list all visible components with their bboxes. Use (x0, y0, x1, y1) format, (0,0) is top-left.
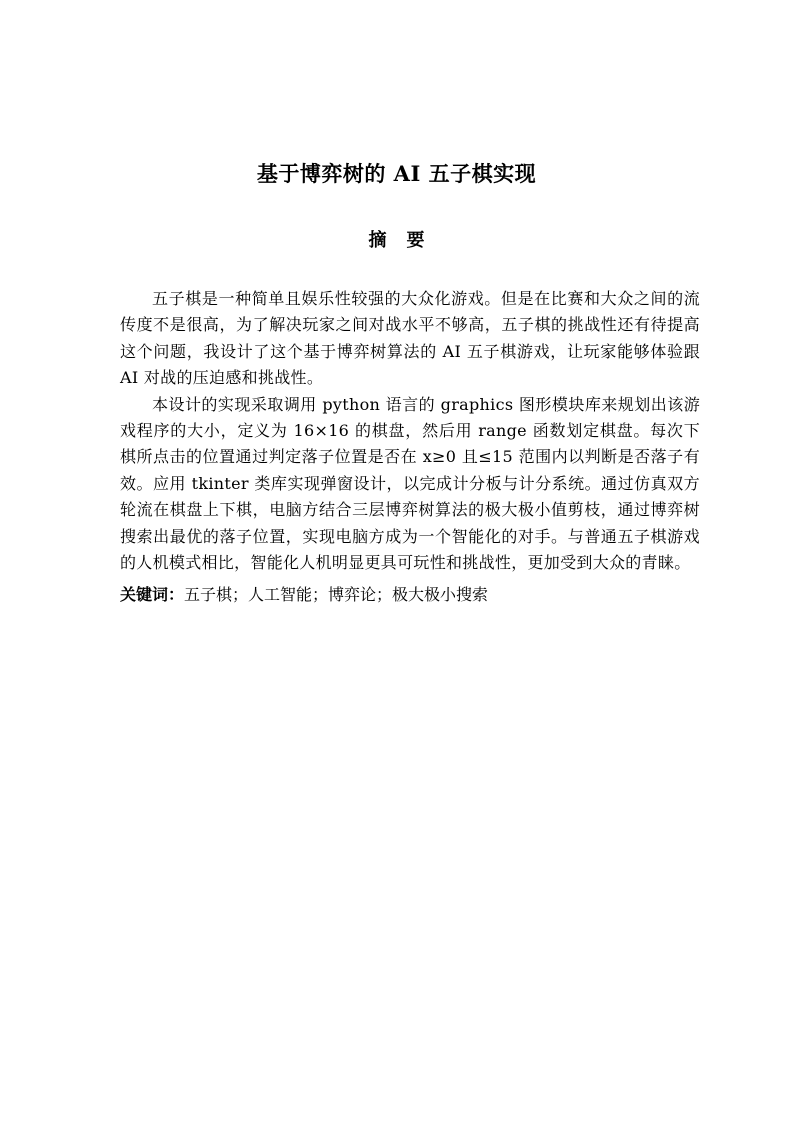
keywords-label: 关键词： (120, 585, 185, 605)
abstract-heading: 摘要 (368, 230, 445, 251)
keywords-text: 五子棋；人工智能；博弈论；极大极小搜索 (184, 585, 489, 605)
abstract-paragraph: 五子棋是一种简单且娱乐性较强的大众化游戏。但是在比赛和大众之间的流传度不是很高，为了解决玩家之间对战水平不够高，五子棋的挑战性还有待提高这个问题，我设计了这个基于博弈树算法的 AI 五子棋游戏，让玩家能够体验跟 AI 对战的压迫感和挑战性。 (120, 289, 700, 388)
keywords-line (120, 582, 700, 608)
abstract-paragraph: 本设计的实现采取调用 python 语言的 graphics 图形模块库来规划出该游戏程序的大小，定义为 16×16 的棋盘，然后用 range 函数划定棋盘。每次下棋所点击的位置通过判定落子位置是否在 x≥0 且≤15 范围内以判断是否落子有效。应用 tkinter 类库实现弹窗设计，以完成计分板与计分系统。通过仿真双方轮流在棋盘上下棋，电脑方结合三层博弈树算法的极大极小值剪枝，通过博弈树搜索出最优的落子位置，实现电脑方成为一个智能化的对手。与普通五子棋游戏的人机模式相比，智能化人机明显更具可玩性和挑战性，更加受到大众的青睐。 (120, 394, 700, 573)
page-title: 基于博弈树的 AI 五子棋实现 (256, 161, 537, 186)
abstract-body (120, 286, 700, 609)
